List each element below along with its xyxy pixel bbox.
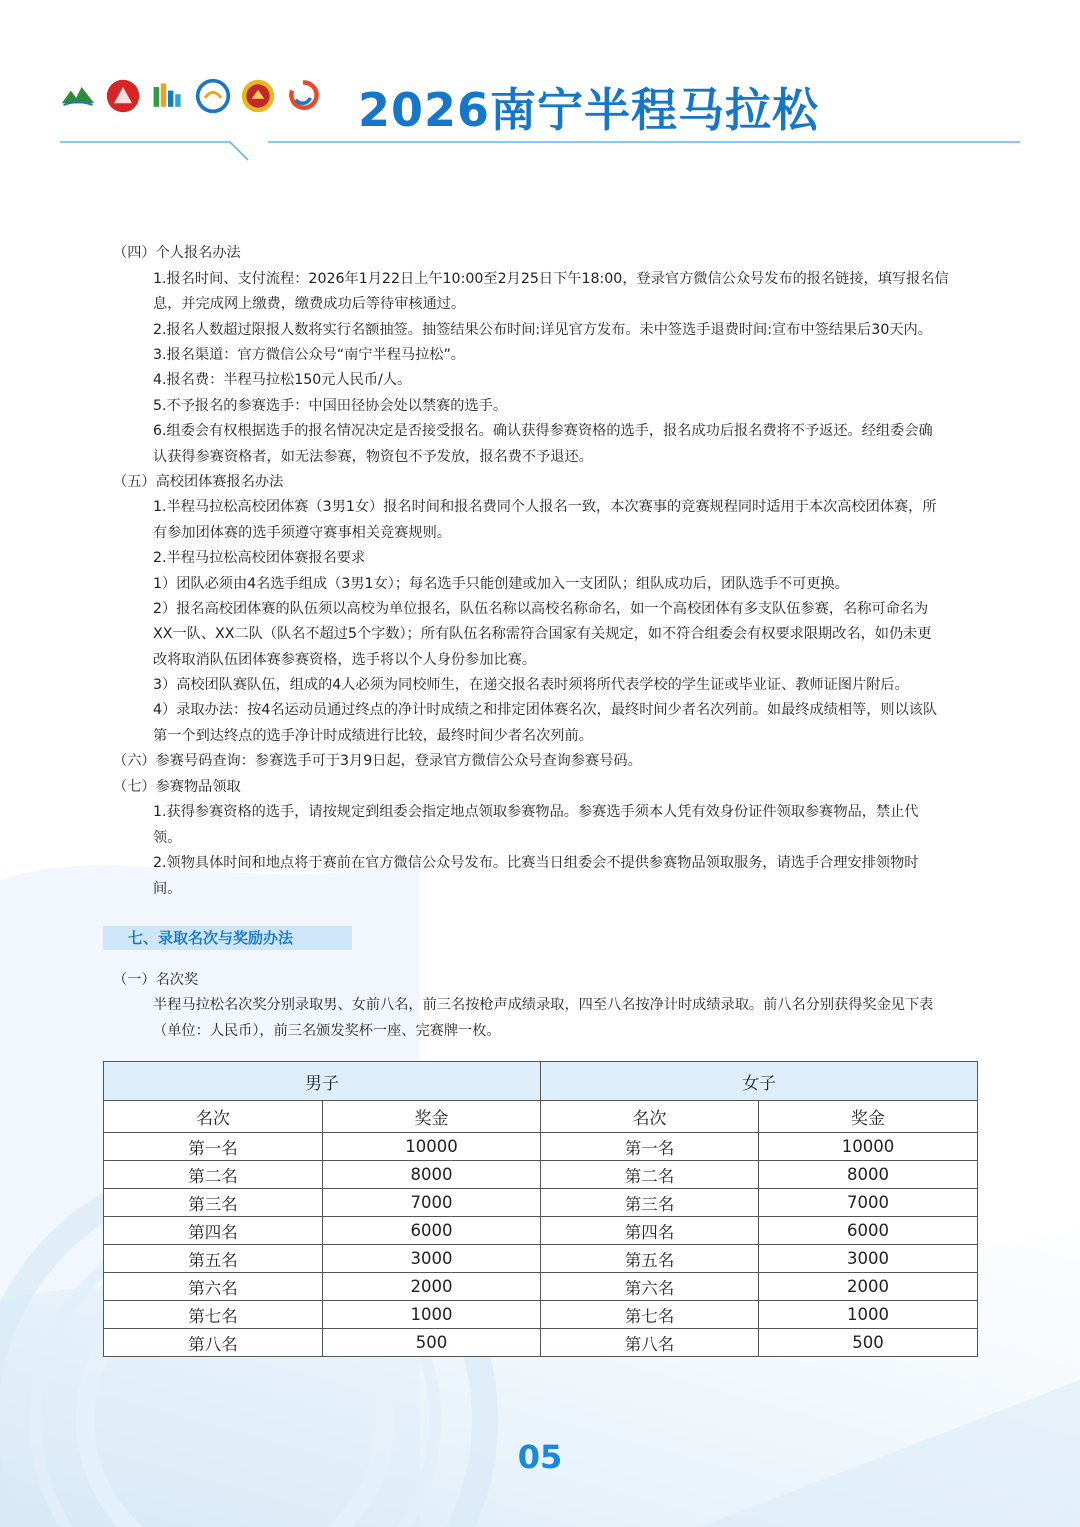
mountain-logo-icon [60, 78, 96, 114]
subsection-title: （六）参赛号码查询：参赛选手可于3月9日起，登录官方微信公众号查询参赛号码。 [113, 753, 642, 769]
men-rank-cell: 第五名 [104, 1245, 323, 1273]
men-rank-cell: 第八名 [104, 1329, 323, 1357]
table-group-header-row [104, 1062, 978, 1101]
red-emblem-logo-icon [105, 78, 141, 114]
men-rank-cell: 第一名 [104, 1133, 323, 1161]
subsection-title: （五）高校团体赛报名办法 [113, 474, 284, 490]
women-rank-cell: 第四名 [541, 1217, 759, 1245]
women-prize-cell: 8000 [759, 1161, 978, 1189]
column-header-prize: 奖金 [759, 1101, 978, 1133]
table-row [104, 1273, 978, 1301]
table-row [104, 1217, 978, 1245]
subsection-title: （四）个人报名办法 [113, 245, 241, 261]
women-rank-cell: 第八名 [541, 1329, 759, 1357]
paragraph-line: 2.领物具体时间和地点将于赛前在官方微信公众号发布。比赛当日组委会不提供参赛物品领取服务，请选手合理安排领物时 [153, 855, 919, 871]
paragraph-line: （单位：人民币），前三名颁发奖杯一座、完赛牌一枚。 [153, 1023, 501, 1039]
paragraph-line: XX一队、XX二队（队名不超过5个字数）；所有队伍名称需符合国家有关规定，如不符合组委会有权要求限期改名，如仍未更 [153, 626, 932, 642]
men-prize-cell: 10000 [323, 1133, 541, 1161]
men-rank-cell: 第七名 [104, 1301, 323, 1329]
paragraph-line: 领。 [153, 830, 182, 846]
women-prize-cell: 7000 [759, 1189, 978, 1217]
women-rank-cell: 第六名 [541, 1273, 759, 1301]
section-heading: 七、录取名次与奖励办法 [128, 929, 294, 947]
table-row [104, 1245, 978, 1273]
page-number: 05 [517, 1438, 563, 1476]
yingdong-sports-logo-icon [285, 78, 321, 114]
women-rank-cell: 第一名 [541, 1133, 759, 1161]
paragraph-line: 6.组委会有权根据选手的报名情况决定是否接受报名。确认获得参赛资格的选手，报名成功后报名费将不予返还。经组委会确 [153, 423, 933, 439]
women-prize-cell: 500 [759, 1329, 978, 1357]
table-row [104, 1161, 978, 1189]
women-prize-cell: 3000 [759, 1245, 978, 1273]
subsection-title: （七）参赛物品领取 [113, 779, 241, 795]
logo-row [60, 78, 321, 114]
paragraph-line: 2.半程马拉松高校团体赛报名要求 [153, 550, 366, 566]
paragraph-line: 半程马拉松名次奖分别录取男、女前八名，前三名按枪声成绩录取，四至八名按净计时成绩录取。前八名分别获得奖金见下表 [153, 997, 934, 1013]
women-rank-cell: 第三名 [541, 1189, 759, 1217]
table-row [104, 1301, 978, 1329]
city-logo-icon [150, 78, 186, 114]
paragraph-line: 2.报名人数超过限报人数将实行名额抽签。抽签结果公布时间:详见官方发布。未中签选手退费时间:宣布中签结果后30天内。 [153, 322, 932, 338]
paragraph-line: 认获得参赛资格者，如无法参赛，物资包不予发放，报名费不予退还。 [153, 449, 593, 465]
paragraph-line: 间。 [153, 881, 182, 897]
page-title: 2026南宁半程马拉松 [358, 83, 820, 137]
table-row [104, 1329, 978, 1357]
table-row [104, 1189, 978, 1217]
paragraph-line: 5.不予报名的参赛选手：中国田径协会处以禁赛的选手。 [153, 398, 508, 414]
men-prize-cell: 1000 [323, 1301, 541, 1329]
paragraph-line: 1.报名时间、支付流程：2026年1月22日上午10:00至2月25日下午18:00，登录官方微信公众号发布的报名链接，填写报名信 [153, 271, 949, 287]
men-prize-cell: 6000 [323, 1217, 541, 1245]
women-rank-cell: 第二名 [541, 1161, 759, 1189]
women-rank-cell: 第七名 [541, 1301, 759, 1329]
men-rank-cell: 第二名 [104, 1161, 323, 1189]
men-prize-cell: 500 [323, 1329, 541, 1357]
page-header [0, 0, 1080, 170]
prize-table [103, 1061, 978, 1357]
men-prize-cell: 3000 [323, 1245, 541, 1273]
paragraph-line: 2）报名高校团体赛的队伍须以高校为单位报名，队伍名称以高校名称命名，如一个高校团体有多支队伍参赛，名称可命名为 [153, 601, 929, 617]
paragraph-line: 第一个到达终点的选手净计时成绩进行比较，最终时间少者名次列前。 [153, 728, 593, 744]
men-rank-cell: 第四名 [104, 1217, 323, 1245]
paragraph-line: 4.报名费：半程马拉松150元人民币/人。 [153, 372, 412, 388]
table-column-header-row [104, 1101, 978, 1133]
women-rank-cell: 第五名 [541, 1245, 759, 1273]
paragraph-line: 有参加团体赛的选手须遵守赛事相关竞赛规则。 [153, 525, 451, 541]
paragraph-line: 改将取消队伍团体赛参赛资格，选手将以个人身份参加比赛。 [153, 652, 537, 668]
paragraph-line: 4）录取办法：按4名运动员通过终点的净计时成绩之和排定团体赛名次，最终时间少者名次列前。如最终成绩相等，则以该队 [153, 702, 938, 718]
table-group-women: 女子 [541, 1062, 978, 1101]
men-rank-cell: 第六名 [104, 1273, 323, 1301]
paragraph-line: 3）高校团队赛队伍，组成的4人必须为同校师生，在递交报名表时须将所代表学校的学生证或毕业证、教师证图片附后。 [153, 677, 909, 693]
column-header-rank: 名次 [104, 1101, 323, 1133]
paragraph-line: 1.获得参赛资格的选手，请按规定到组委会指定地点领取参赛物品。参赛选手须本人凭有效身份证件领取参赛物品，禁止代 [153, 804, 919, 820]
badge-logo-icon [240, 78, 276, 114]
paragraph-line: 息，并完成网上缴费，缴费成功后等待审核通过。 [153, 296, 466, 312]
header-divider [0, 130, 1080, 170]
paragraph-line: 3.报名渠道：官方微信公众号“南宁半程马拉松”。 [153, 347, 465, 363]
women-prize-cell: 1000 [759, 1301, 978, 1329]
column-header-rank: 名次 [541, 1101, 759, 1133]
round-blue-logo-icon [195, 78, 231, 114]
men-rank-cell: 第三名 [104, 1189, 323, 1217]
table-group-men: 男子 [104, 1062, 541, 1101]
paragraph-line: 1）团队必须由4名选手组成（3男1女）；每名选手只能创建或加入一支团队；组队成功后，团队选手不可更换。 [153, 576, 849, 592]
men-prize-cell: 2000 [323, 1273, 541, 1301]
women-prize-cell: 6000 [759, 1217, 978, 1245]
table-row [104, 1133, 978, 1161]
column-header-prize: 奖金 [323, 1101, 541, 1133]
women-prize-cell: 2000 [759, 1273, 978, 1301]
paragraph-line: 1.半程马拉松高校团体赛（3男1女）报名时间和报名费同个人报名一致，本次赛事的竞赛规程同时适用于本次高校团体赛，所 [153, 499, 937, 515]
men-prize-cell: 8000 [323, 1161, 541, 1189]
women-prize-cell: 10000 [759, 1133, 978, 1161]
men-prize-cell: 7000 [323, 1189, 541, 1217]
subsection-title: （一）名次奖 [113, 972, 199, 988]
